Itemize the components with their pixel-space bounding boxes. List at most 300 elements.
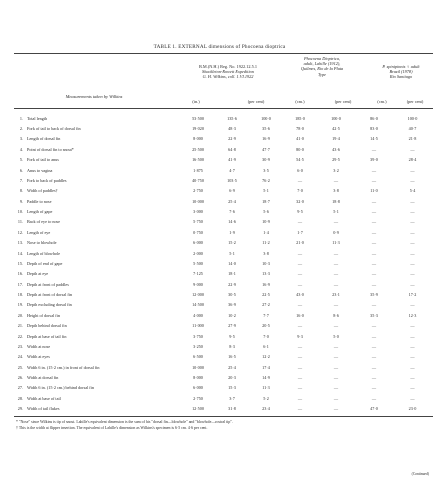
cell-value: — bbox=[297, 302, 303, 308]
col1-header-line2: Shackleton-Rowett Expedition bbox=[202, 69, 254, 75]
cell-value: 21·0 bbox=[296, 240, 304, 246]
cell-value: — bbox=[410, 146, 415, 152]
cell-value: 2·000 bbox=[193, 250, 203, 256]
row-number: 6. bbox=[19, 167, 23, 173]
row-number: 12. bbox=[17, 229, 23, 235]
table-row bbox=[14, 134, 433, 144]
row-number: 28. bbox=[17, 395, 23, 401]
row-number: 15. bbox=[17, 260, 23, 266]
cell-value: 18·8 bbox=[332, 198, 340, 204]
cell-value: — bbox=[410, 209, 415, 215]
cell-value: 7·125 bbox=[193, 271, 203, 277]
cell-value: — bbox=[333, 281, 339, 287]
cell-value: 2·750 bbox=[193, 188, 203, 194]
row-number: 5. bbox=[19, 157, 23, 163]
cell-value: 12·2 bbox=[262, 354, 270, 360]
row-label: Width at base of tail bbox=[27, 395, 61, 401]
cell-value: — bbox=[371, 240, 377, 246]
row-number: 3. bbox=[19, 136, 23, 142]
cell-value: — bbox=[297, 364, 303, 370]
cell-value: 100·0 bbox=[407, 115, 418, 121]
cell-value: — bbox=[297, 250, 303, 256]
table-title: TABLE 1. EXTERNAL dimensions of Phocoena dioptrica bbox=[153, 44, 286, 50]
cell-value: 10·000 bbox=[192, 364, 204, 370]
cell-value: 47·7 bbox=[262, 146, 270, 152]
cell-value: 64·8 bbox=[228, 146, 236, 152]
cell-value: 47·0 bbox=[370, 406, 378, 412]
cell-value: — bbox=[333, 302, 339, 308]
dimensions-table bbox=[14, 113, 433, 414]
cell-value: — bbox=[333, 385, 339, 391]
cell-value: — bbox=[333, 177, 339, 183]
table-bottom-rule bbox=[14, 416, 433, 417]
row-label: Length of eye bbox=[27, 229, 51, 235]
row-label: Paddle to nose bbox=[27, 198, 52, 204]
row-number: 16. bbox=[17, 271, 23, 277]
cell-value: 3·8 bbox=[333, 188, 339, 194]
cell-value: 11·3 bbox=[262, 385, 270, 391]
col2-header-line1: Phocoena Dioptrica, bbox=[303, 56, 341, 61]
row-label: Width at eyes bbox=[27, 354, 50, 360]
cell-value: 16·500 bbox=[192, 157, 204, 163]
col1-header bbox=[180, 64, 276, 80]
row-number: 20. bbox=[17, 312, 23, 318]
cell-value: — bbox=[297, 219, 303, 225]
col1-sub-pct: (per cent) bbox=[247, 99, 265, 104]
cell-value: 9·000 bbox=[193, 281, 203, 287]
table-row bbox=[14, 372, 433, 382]
row-label: Depth at eye bbox=[27, 271, 49, 277]
row-number: 9. bbox=[19, 198, 23, 204]
cell-value: 36·9 bbox=[228, 302, 236, 308]
table-row bbox=[14, 186, 433, 196]
cell-value: — bbox=[333, 260, 339, 266]
table-row bbox=[14, 310, 433, 320]
cell-value: 14·6 bbox=[228, 219, 236, 225]
table-row bbox=[14, 155, 433, 165]
cell-value: 5·6 bbox=[263, 209, 269, 215]
cell-value: 5·2 bbox=[263, 395, 269, 401]
cell-value: 3·750 bbox=[193, 333, 203, 339]
table-row bbox=[14, 227, 433, 237]
cell-value: 13·3 bbox=[262, 271, 270, 277]
header-bottom-rule bbox=[14, 108, 433, 109]
cell-value: — bbox=[371, 395, 377, 401]
row-label: Point of dorsal fin to snout* bbox=[27, 146, 74, 152]
cell-value: — bbox=[410, 281, 415, 287]
row-label: Width of paddles† bbox=[27, 188, 58, 194]
cell-value: 20·5 bbox=[262, 323, 270, 329]
table-row bbox=[14, 321, 433, 331]
table-row bbox=[14, 269, 433, 279]
cell-value: — bbox=[371, 146, 377, 152]
cell-value: 8·6 bbox=[333, 312, 339, 318]
table-row bbox=[14, 289, 433, 299]
col2-header bbox=[280, 56, 364, 77]
row-label: Length of dorsal fin bbox=[27, 136, 61, 142]
cell-value: — bbox=[297, 375, 303, 381]
cell-value: 25·500 bbox=[192, 146, 204, 152]
cell-value: — bbox=[410, 271, 415, 277]
cell-value: 14·500 bbox=[192, 302, 204, 308]
table-row bbox=[14, 165, 433, 175]
table-row bbox=[14, 217, 433, 227]
cell-value: — bbox=[371, 271, 377, 277]
cell-value: 22·9 bbox=[228, 136, 236, 142]
row-number: 25. bbox=[17, 364, 23, 370]
cell-value: — bbox=[410, 375, 415, 381]
row-label: Fork of tail to back of dorsal fin bbox=[27, 126, 81, 132]
cell-value: 12·3 bbox=[408, 312, 417, 318]
cell-value: — bbox=[371, 364, 377, 370]
cell-value: — bbox=[371, 343, 377, 349]
cell-value: 18·1 bbox=[228, 271, 236, 277]
cell-value: — bbox=[410, 219, 415, 225]
cell-value: 1·9 bbox=[229, 229, 235, 235]
table-row bbox=[14, 175, 433, 185]
cell-value: — bbox=[410, 385, 415, 391]
cell-value: — bbox=[297, 271, 303, 277]
col3-header bbox=[366, 64, 436, 80]
cell-value: 8·000 bbox=[193, 375, 203, 381]
row-label: Depth behind dorsal fin bbox=[27, 323, 67, 329]
row-number: 11. bbox=[17, 219, 23, 225]
cell-value: 20·3 bbox=[228, 375, 236, 381]
table-row bbox=[14, 238, 433, 248]
col2-header-line2: adult, Lahille (1912), bbox=[303, 61, 341, 67]
row-number: 7. bbox=[19, 177, 23, 183]
row-number: 24. bbox=[17, 354, 23, 360]
col1-header-line3: G. H. Wilkins, coll. 1.VI.1922 bbox=[202, 74, 254, 80]
cell-value: — bbox=[297, 406, 303, 412]
row-number: 13. bbox=[17, 240, 23, 246]
cell-value: 8·000 bbox=[193, 136, 203, 142]
cell-value: — bbox=[371, 281, 377, 287]
cell-value: — bbox=[410, 250, 415, 256]
table-row bbox=[14, 196, 433, 206]
cell-value: 11·000 bbox=[192, 323, 204, 329]
cell-value: 40·7 bbox=[408, 126, 417, 132]
col3-sub-cm: (cm.) bbox=[377, 99, 387, 104]
cell-value: 10·2 bbox=[228, 312, 236, 318]
cell-value: 6·500 bbox=[193, 354, 203, 360]
cell-value: 11·3 bbox=[332, 240, 340, 246]
cell-value: 16·5 bbox=[228, 354, 236, 360]
row-number: 1. bbox=[19, 115, 23, 121]
cell-value: 16·0 bbox=[296, 312, 304, 318]
row-label: Width at nose bbox=[27, 343, 51, 349]
row-label: Depth at base of tail fin bbox=[27, 333, 67, 339]
cell-value: 103·5 bbox=[227, 177, 237, 183]
cell-value: — bbox=[371, 229, 377, 235]
cell-value: 29·5 bbox=[332, 157, 340, 163]
cell-value: — bbox=[297, 323, 303, 329]
cell-value: 43·6 bbox=[332, 146, 340, 152]
cell-value: 42·5 bbox=[332, 126, 340, 132]
cell-value: — bbox=[410, 343, 415, 349]
row-label: Length of blowhole bbox=[27, 250, 61, 256]
cell-value: — bbox=[371, 209, 377, 215]
table-row bbox=[14, 248, 433, 258]
table-row bbox=[14, 144, 433, 154]
cell-value: 14·9 bbox=[262, 375, 270, 381]
col2-sub-pct: (per cent) bbox=[334, 99, 352, 104]
cell-value: — bbox=[333, 395, 339, 401]
row-number: 10. bbox=[17, 209, 23, 215]
cell-value: 14·5 bbox=[370, 136, 378, 142]
cell-value: 7·0 bbox=[297, 188, 303, 194]
cell-value: — bbox=[410, 177, 415, 183]
table-body bbox=[14, 113, 433, 414]
cell-value: 48·3 bbox=[228, 126, 236, 132]
row-label: Total length bbox=[27, 115, 48, 121]
cell-value: 9·3 bbox=[297, 333, 303, 339]
cell-value: — bbox=[371, 167, 377, 173]
cell-value: 14·0 bbox=[228, 260, 236, 266]
table-row bbox=[14, 300, 433, 310]
cell-value: 11·0 bbox=[370, 188, 378, 194]
cell-value: — bbox=[410, 333, 415, 339]
cell-value: 27·9 bbox=[228, 323, 236, 329]
cell-value: — bbox=[297, 260, 303, 266]
row-number: 2. bbox=[19, 126, 23, 132]
cell-value: 2·750 bbox=[193, 395, 203, 401]
col2-header-line3: Quilmes, Rio de la Plata bbox=[300, 66, 344, 72]
table-row bbox=[14, 341, 433, 351]
cell-value: 0·9 bbox=[333, 229, 339, 235]
cell-value: 16·9 bbox=[262, 136, 270, 142]
row-label: Depth of end of gape bbox=[27, 260, 63, 266]
cell-value: 135·6 bbox=[227, 115, 237, 121]
cell-value: — bbox=[371, 198, 377, 204]
col2-header-line4: Type bbox=[317, 71, 327, 77]
row-number: 23. bbox=[17, 343, 23, 349]
row-label: Width of tail flukes bbox=[27, 406, 60, 412]
cell-value: 53·500 bbox=[192, 115, 204, 121]
row-number: 27. bbox=[17, 385, 23, 391]
cell-value: 7·0 bbox=[263, 333, 269, 339]
cell-value: 21·8 bbox=[408, 136, 417, 142]
cell-value: — bbox=[333, 323, 339, 329]
cell-value: — bbox=[371, 250, 377, 256]
cell-value: 35·9 bbox=[370, 292, 378, 298]
cell-value: — bbox=[371, 385, 377, 391]
table-row bbox=[14, 393, 433, 403]
cell-value: 12·000 bbox=[192, 292, 204, 298]
table-row bbox=[14, 383, 433, 393]
table-row bbox=[14, 279, 433, 289]
row-label: Back of eye to nose bbox=[27, 219, 61, 225]
row-label: Fork to back of paddles bbox=[27, 177, 67, 183]
row-number: 29. bbox=[17, 406, 23, 412]
cell-value: — bbox=[371, 354, 377, 360]
cell-value: 100·0 bbox=[261, 115, 271, 121]
cell-value: 41·0 bbox=[296, 136, 304, 142]
cell-value: 1·4 bbox=[263, 229, 269, 235]
cell-value: 27·2 bbox=[262, 302, 270, 308]
cell-value: 41·9 bbox=[228, 157, 236, 163]
row-number: 17. bbox=[17, 281, 23, 287]
cell-value: 78·0 bbox=[296, 126, 304, 132]
cell-value: 3·7 bbox=[229, 395, 235, 401]
cell-value: 3·250 bbox=[193, 343, 203, 349]
cell-value: — bbox=[371, 260, 377, 266]
cell-value: 19·4 bbox=[332, 136, 340, 142]
row-label: Depth excluding dorsal fin bbox=[27, 302, 72, 308]
cell-value: — bbox=[333, 219, 339, 225]
cell-value: — bbox=[333, 375, 339, 381]
table-row bbox=[14, 123, 433, 133]
cell-value: — bbox=[410, 260, 415, 266]
table-row bbox=[14, 352, 433, 362]
row-number: 22. bbox=[17, 333, 23, 339]
cell-value: — bbox=[333, 406, 339, 412]
cell-value: 23·1 bbox=[332, 292, 340, 298]
cell-value: — bbox=[297, 343, 303, 349]
cell-value: 30·9 bbox=[262, 157, 270, 163]
cell-value: 23·0 bbox=[408, 406, 417, 412]
col1-header-line1: B.M.(N.H.) Reg. No. 1922.12.5.1 bbox=[198, 64, 257, 69]
cell-value: 17·2 bbox=[408, 292, 417, 298]
cell-value: — bbox=[410, 167, 415, 173]
cell-value: — bbox=[371, 375, 377, 381]
cell-value: 1·7 bbox=[297, 229, 303, 235]
row-number: 4. bbox=[19, 146, 23, 152]
cell-value: 76·2 bbox=[262, 177, 270, 183]
row-label: Width 6 in. (15·2 cm.) behind dorsal fin bbox=[27, 385, 94, 391]
cell-value: 11·2 bbox=[262, 240, 270, 246]
cell-value: — bbox=[333, 354, 339, 360]
table-row bbox=[14, 113, 433, 123]
cell-value: 43·0 bbox=[296, 292, 304, 298]
cell-value: — bbox=[410, 198, 415, 204]
cell-value: 4·000 bbox=[193, 312, 203, 318]
row-label: Nose to blowhole bbox=[27, 240, 57, 246]
cell-value: — bbox=[333, 250, 339, 256]
cell-value: 80·0 bbox=[296, 146, 304, 152]
cell-value: 30·5 bbox=[228, 292, 236, 298]
row-label: Height of dorsal fin bbox=[27, 312, 60, 318]
cell-value: 8·3 bbox=[229, 343, 235, 349]
cell-value: 5·0 bbox=[333, 333, 339, 339]
cell-value: — bbox=[333, 271, 339, 277]
measurement-column-header: Measurements taken by Wilkins bbox=[65, 94, 123, 99]
cell-value: — bbox=[297, 354, 303, 360]
cell-value: 9·5 bbox=[229, 333, 235, 339]
continued-note: (Continued) bbox=[411, 472, 429, 476]
cell-value: 5·1 bbox=[333, 209, 339, 215]
cell-value: 185·0 bbox=[295, 115, 305, 121]
row-label: Length of gape bbox=[27, 209, 53, 215]
cell-value: — bbox=[371, 333, 377, 339]
cell-value: 35·6 bbox=[262, 126, 270, 132]
row-number: 21. bbox=[17, 323, 23, 329]
cell-value: 23·4 bbox=[262, 406, 270, 412]
cell-value: 9·5 bbox=[297, 209, 303, 215]
cell-value: 5·4 bbox=[409, 188, 416, 194]
cell-value: — bbox=[297, 281, 303, 287]
cell-value: 3·5 bbox=[263, 167, 269, 173]
table-row bbox=[14, 362, 433, 372]
cell-value: 6·000 bbox=[193, 240, 203, 246]
cell-value: 5·750 bbox=[193, 219, 203, 225]
cell-value: 25·4 bbox=[228, 198, 236, 204]
col2-sub-cm: (cm.) bbox=[295, 99, 305, 104]
row-label: Depth at front of dorsal fin bbox=[27, 292, 73, 298]
row-label: Width at dorsal fin bbox=[27, 375, 59, 381]
row-label: Anus to vagina bbox=[27, 167, 53, 173]
cell-value: 39·0 bbox=[370, 157, 378, 163]
table-row bbox=[14, 206, 433, 216]
cell-value: 18·7 bbox=[262, 198, 270, 204]
cell-value: — bbox=[410, 323, 415, 329]
cell-value: — bbox=[410, 395, 415, 401]
cell-value: 15·3 bbox=[228, 385, 236, 391]
cell-value: 4·7 bbox=[229, 167, 235, 173]
cell-value: — bbox=[410, 364, 415, 370]
cell-value: 35·3 bbox=[370, 312, 378, 318]
cell-value: 5·500 bbox=[193, 260, 203, 266]
cell-value: — bbox=[410, 302, 415, 308]
col3-header-line1: P. spinipinnis ♀ adult bbox=[382, 64, 420, 69]
row-label: Depth at front of paddles bbox=[27, 281, 69, 287]
cell-value: 3·8 bbox=[263, 250, 269, 256]
cell-value: 10·3 bbox=[262, 260, 270, 266]
col3-header-line2: Brazil (1978) bbox=[389, 69, 413, 75]
col1-sub-in: (in.) bbox=[192, 99, 200, 104]
cell-value: 16·9 bbox=[262, 281, 270, 287]
cell-value: 3·000 bbox=[193, 209, 203, 215]
cell-value: 7·7 bbox=[263, 312, 269, 318]
cell-value: 19·020 bbox=[192, 126, 204, 132]
cell-value: — bbox=[371, 219, 377, 225]
cell-value: — bbox=[371, 177, 377, 183]
row-label: Fork of tail to anus bbox=[27, 157, 59, 163]
footnote-1: * "Nose" since Wilkins is tip of snout. Lahille's equivalent dimension is the sum of his "dorsal fin—blowhole" and "blowhole—rostral tip". bbox=[16, 420, 233, 424]
cell-value: 6·000 bbox=[193, 385, 203, 391]
cell-value: 1·875 bbox=[193, 167, 203, 173]
cell-value: — bbox=[371, 302, 377, 308]
cell-value: 83·0 bbox=[370, 126, 378, 132]
table-row bbox=[14, 331, 433, 341]
row-number: 14. bbox=[17, 250, 23, 256]
cell-value: 22·5 bbox=[262, 292, 270, 298]
cell-value: — bbox=[333, 364, 339, 370]
cell-value: 5·1 bbox=[263, 188, 269, 194]
cell-value: 6·1 bbox=[263, 343, 269, 349]
cell-value: 12·500 bbox=[192, 406, 204, 412]
cell-value: 31·8 bbox=[228, 406, 236, 412]
cell-value: 0·750 bbox=[193, 229, 203, 235]
row-label: Width 6 in. (15·2 cm.) in front of dorsal fin bbox=[27, 364, 100, 370]
cell-value: — bbox=[410, 354, 415, 360]
footnote-2: † This is the width at flipper insertion. The equivalent of Lahille's dimension as Wilkins's specimen is 6·5 cm. 4·6 per cent. bbox=[16, 426, 208, 430]
cell-value: 17·4 bbox=[262, 364, 270, 370]
cell-value: 15·2 bbox=[228, 240, 236, 246]
cell-value: — bbox=[333, 343, 339, 349]
cell-value: 25·4 bbox=[228, 364, 236, 370]
cell-value: — bbox=[410, 240, 415, 246]
col3-header-line3: Rio Santiago bbox=[389, 74, 413, 80]
cell-value: 22·9 bbox=[228, 281, 236, 287]
cell-value: 7·6 bbox=[229, 209, 235, 215]
row-number: 8. bbox=[19, 188, 23, 194]
cell-value: 100·0 bbox=[331, 115, 341, 121]
row-number: 18. bbox=[17, 292, 23, 298]
row-number: 26. bbox=[17, 375, 23, 381]
top-rule bbox=[14, 53, 433, 54]
cell-value: 6·0 bbox=[297, 167, 303, 173]
